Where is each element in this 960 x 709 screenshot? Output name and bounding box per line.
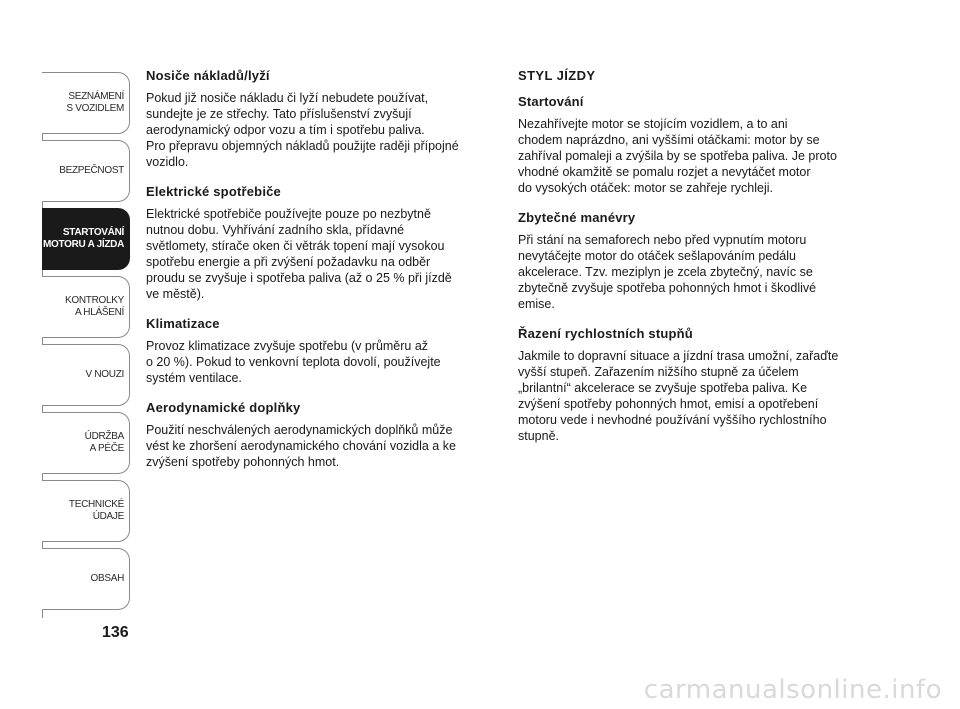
chapter-heading: STYL JÍZDY	[518, 68, 596, 83]
section-text: Při stání na semaforech nebo před vypnutím motoru nevytáčejte motor do otáček sešlapováním pedálu akcelerace. Tzv. meziplyn je zcela zbytečný, navíc se zbytečně zvyšuje spotřeba pohonných hmot i škodlivé emise.	[518, 233, 817, 311]
left-column	[146, 68, 496, 484]
section-title: Nosiče nákladů/lyží	[146, 68, 270, 83]
chapter-sidebar	[42, 72, 132, 618]
section-title: Startování	[518, 94, 584, 109]
tab-obsah[interactable]: OBSAH	[42, 548, 130, 610]
section-text: Provoz klimatizace zvyšuje spotřebu (v průměru až o 20 %). Pokud to venkovní teplota dovolí, používejte systém ventilace.	[146, 339, 441, 385]
section-text: Nezahřívejte motor se stojícím vozidlem, a to ani chodem naprázdno, ani vyššími otáčkami: motor by se zahříval pomaleji a zvýšila by se spotřeba paliva. Je proto vhodné okamžitě se pomalu rozjet a nevytáčet motor do vysokých otáček: motor se zahřeje rychleji.	[518, 117, 837, 195]
section-title: Aerodynamické doplňky	[146, 400, 301, 415]
page-number: 136	[102, 624, 129, 641]
section-text: Použití neschválených aerodynamických doplňků může vést ke zhoršení aerodynamického chování vozidla a ke zvýšení spotřeby pohonných hmot.	[146, 423, 456, 469]
tab-udrzba[interactable]: ÚDRŽBA A PÉČE	[42, 412, 130, 474]
section-title: Řazení rychlostních stupňů	[518, 326, 693, 341]
tab-startovani[interactable]: STARTOVÁNÍ MOTORU A JÍZDA	[42, 208, 130, 270]
section-text: Jakmile to dopravní situace a jízdní trasa umožní, zařaďte vyšší stupeň. Zařazením nižšího stupně za účelem „brilantní“ akcelerace se zvyšuje spotřeba paliva. Ke zvýšení spotřeby pohonných hmot, emisí a opotřebení motoru vede i nevhodné používání vyššího rychlostního stupně.	[518, 349, 839, 443]
watermark: carmanualsonline.info	[643, 675, 942, 705]
tab-bezpecnost[interactable]: BEZPEČNOST	[42, 140, 130, 202]
section-title: Elektrické spotřebiče	[146, 184, 281, 199]
section-title: Klimatizace	[146, 316, 220, 331]
tab-v-nouzi[interactable]: V NOUZI	[42, 344, 130, 406]
section-text: Pokud již nosiče nákladu či lyží nebudete používat, sundejte je ze střechy. Tato příslušenství zvyšují aerodynamický odpor vozu a tím i spotřebu paliva. Pro přepravu objemných nákladů použijte raději přípojné vozidlo.	[146, 91, 459, 169]
right-column	[518, 68, 868, 458]
tab-seznameni[interactable]: SEZNÁMENÍ S VOZIDLEM	[42, 72, 130, 134]
tab-technicke-udaje[interactable]: TECHNICKÉ ÚDAJE	[42, 480, 130, 542]
section-text: Elektrické spotřebiče používejte pouze po nezbytně nutnou dobu. Vyhřívání zadního skla, přídavné světlomety, stírače oken či větrák topení mají vysokou spotřebu energie a při zvýšení požadavku na odběr proudu se zvyšuje i spotřeba paliva (až o 25 % při jízdě ve městě).	[146, 207, 452, 301]
section-title: Zbytečné manévry	[518, 210, 636, 225]
tab-kontrolky[interactable]: KONTROLKY A HLÁŠENÍ	[42, 276, 130, 338]
